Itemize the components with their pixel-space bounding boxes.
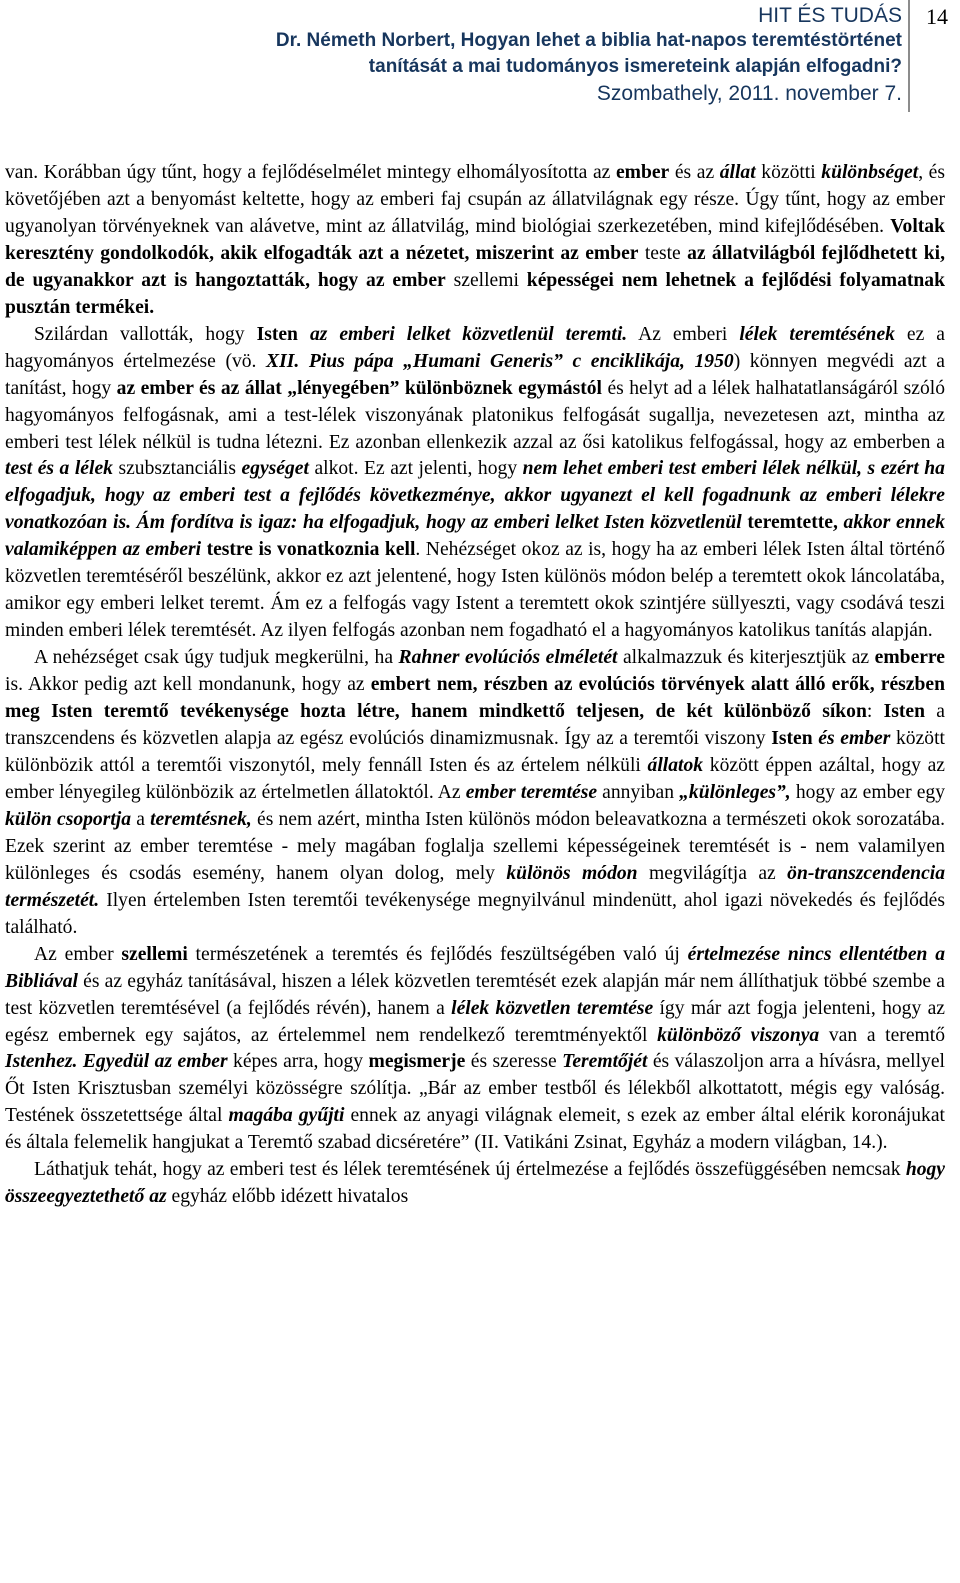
text-run: Az ember — [34, 943, 122, 965]
text-run: hogy az ember egy — [790, 781, 946, 803]
text-run: Rahner evolúciós elméletét — [398, 647, 618, 669]
text-run: külön csoportja — [5, 808, 132, 830]
text-run: ön-transzcendencia természetét. — [5, 862, 946, 911]
text-run — [298, 324, 310, 345]
text-run: különös módon — [506, 862, 638, 884]
text-run: értelmezése nincs ellentétben a Bibliával — [5, 943, 946, 992]
text-run: szellemi — [121, 943, 188, 965]
text-run: lélek közvetlen teremtése — [451, 997, 654, 1019]
text-run: Teremtőjét — [562, 1051, 648, 1073]
text-run: az állatvilágból fejlődhetett ki, de ugyanakkor azt is hangoztatták, hogy az ember — [5, 242, 945, 291]
text-run: test és a lélek — [5, 458, 113, 480]
text-run: van. Korábban úgy tűnt, hogy a fejlődéselmélet mintegy elhomályosította az — [5, 162, 616, 183]
text-run: ennek az anyagi világnak elemeit, s ezek az ember által elérik koronájukat és általa felemelik hangjukat a Teremtő szabad dicséretére” (II. Vatikáni Zsinat, Egyház a modern világban, 14.). — [5, 1105, 945, 1154]
text-run: megvilágítja az — [637, 862, 788, 884]
text-run: a — [131, 808, 151, 830]
text-run: a transzcendens és közvetlen alapja az egész evolúciós dinamizmusnak. Így az a teremtői viszony — [5, 701, 946, 750]
text-run: között különbözik attól a teremtői viszonytól, mely fennáll Isten és az értelem nélküli — [5, 728, 945, 776]
running-header — [0, 0, 960, 118]
text-run: szubsztanciális — [112, 458, 242, 480]
text-run: teremtésnek, — [150, 808, 252, 830]
text-run: Istenhez. Egyedül az ember — [5, 1051, 228, 1073]
text-run: az ember és az állat „lényegében” különböznek egymástól — [116, 377, 602, 399]
place-date: Szombathely, 2011. november 7. — [596, 82, 902, 105]
text-run: Isten — [771, 728, 813, 750]
text-run: Voltak keresztény gondolkodók, akik elfogadták azt a nézetet, miszerint az ember — [5, 215, 945, 264]
text-run: ez a hagyományos értelmezése (vö. — [5, 323, 945, 372]
text-run: Ilyen értelemben Isten teremtői tevékenysége megnyilvánul mindenütt, ahol igazi növekedés és fejlődés található. — [5, 889, 945, 938]
text-run: és válaszoljon arra a hívásra, mellyel Őt Isten Krisztusban személyi közösségre szólítja. „Bár az ember testből és lélekből alkottatott, mégis egy valóság. Testének összetettsége által — [5, 1051, 945, 1127]
text-run: annyiban — [597, 781, 680, 803]
text-run: is. Akkor pedig azt kell mondanunk, hogy az — [5, 674, 371, 696]
text-run: . Nehézséget okoz az is, hogy ha az emberi lélek Isten által történő közvetlen teremtéséről beszélünk, akkor ez azt jelentené, hogy Isten különös módon belép a teremtett okok láncolatába, amikor egy emberi lelket teremt. Ám ez a felfogás vagy Istent a teremtett okok szintjére süllyeszti, vagy csodává teszi minden emberi lélek teremtését. Az ilyen felfogás azonban nem fogadható el a hagyományos katolikus tanítás alapján. — [5, 539, 945, 642]
text-run: az emberi lelket közvetlenül teremti. — [309, 323, 628, 345]
text-run: és az egyház tanításával, hiszen a lélek közvetlen teremtését ezek alapján már nem állíthatjuk többé szembe a test közvetlen teremtésével (a fejlődés révén), hanem a — [5, 970, 945, 1019]
text-run: és ember — [818, 728, 891, 750]
text-run: „különleges”, — [679, 781, 791, 803]
text-run: Isten — [256, 323, 298, 345]
paragraph — [5, 322, 945, 645]
text-run: teremtette, — [747, 512, 844, 534]
text-run: Az emberi — [627, 323, 740, 345]
text-run: testre is vonatkoznia kell — [206, 539, 416, 561]
header-divider — [908, 0, 910, 112]
text-run: alkot. Ez azt jelenti, hogy — [308, 458, 523, 480]
text-run: hogy összeegyeztethető az — [5, 1159, 945, 1208]
text-run: képes arra, hogy — [227, 1051, 369, 1073]
text-run: állatok — [647, 754, 704, 776]
text-run: természetének a teremtés és fejlődés feszültségében való új — [187, 943, 688, 965]
text-run: közötti — [755, 162, 822, 183]
paragraph — [5, 645, 945, 941]
text-run: különbséget — [821, 162, 919, 183]
text-run: , és követőjében azt a benyomást keltette, hogy az emberi faj csupán az állatvilágnak egy része. Úgy tűnt, hogy az ember ugyanolyan törvényeknek van alávetve, mint az állatvilág, mind biológiai szerkezetében, mind kifejlődésében. — [5, 162, 946, 237]
text-run: egységet — [241, 458, 309, 480]
text-run: nem lehet emberi test emberi lélek nélkül, s ezért ha elfogadjuk, hogy az emberi test a fejlődés következménye, akkor ugyanezt el kell fogadnunk az emberi lélekre vonatkozóan is. Ám fordítva is igaz: ha elfogadjuk, hogy az emberi lelket Isten közvetlenül — [5, 458, 945, 534]
author-title: Dr. Németh Norbert, Hogyan lehet a biblia hat-napos teremtéstörténet — [275, 30, 902, 51]
title-continuation: tanítását a mai tudományos ismereteink alapján elfogadni? — [368, 56, 902, 77]
text-run: között éppen azáltal, hogy az ember lényegileg különbözik az értelmetlen állatoktól. Az — [5, 754, 945, 803]
text-run: ) könnyen megvédi azt a tanítást, hogy — [5, 350, 945, 399]
text-run: teste — [638, 242, 688, 264]
text-run: alkalmazzuk és kiterjesztjük az — [617, 647, 875, 669]
body-text — [5, 160, 945, 1211]
text-run: Szilárdan vallották, hogy — [34, 323, 257, 345]
text-run: emberre — [874, 647, 945, 669]
text-run: ember — [615, 162, 670, 183]
text-run: és az — [669, 162, 720, 183]
text-run: és szeresse — [465, 1051, 563, 1073]
text-run: van a teremtő — [819, 1024, 946, 1046]
text-run: ember teremtése — [465, 781, 598, 803]
text-run: magába gyűjti — [228, 1105, 345, 1127]
text-run: : — [866, 701, 884, 723]
paragraph — [5, 160, 945, 322]
text-run: Láthatjuk tehát, hogy az emberi test és lélek teremtésének új értelmezése a fejlődés összefüggésében nemcsak — [34, 1159, 906, 1181]
text-run: képességei nem lehetnek a fejlődési folyamatnak pusztán termékei. — [5, 269, 945, 318]
paragraph — [5, 942, 945, 1158]
journal-name: HIT ÉS TUDÁS — [758, 4, 902, 27]
text-run: akkor ennek valamiképpen az emberi — [5, 512, 945, 561]
text-run: különböző viszonya — [657, 1024, 820, 1046]
page-number: 14 — [926, 4, 948, 29]
text-run: A nehézséget csak úgy tudjuk megkerülni, ha — [34, 647, 399, 669]
text-run: Isten — [883, 701, 926, 723]
text-run: megismerje — [368, 1051, 466, 1073]
text-run: és helyt ad a lélek halhatatlanságáról szóló hagyományos felfogásnak, ami a test-lélek viszonyának platonikus felfogását sugallja, nevezetesen azt, mintha az emberi test lélek nélkül is tudna létezni. Ez azonban ellenkezik azzal az ősi katolikus felfogással, hogy az emberben a — [5, 377, 945, 453]
text-run: embert nem, részben az evolúciós törvények alatt álló erők, részben meg Isten teremtő tevékenysége hozta létre, hanem mindkettő teljesen, de két különböző síkon — [5, 674, 945, 723]
text-run: XII. Pius pápa „Humani Generis” c enciklikája, 1950 — [266, 350, 734, 372]
paragraph — [5, 1157, 945, 1211]
text-run: egyház előbb idézett hivatalos — [166, 1186, 409, 1208]
text-run: és nem azért, mintha Isten különös módon beleavatkozna a természeti okok sorozatába. Ezek szerint az ember teremtése - mely magában foglalja szellemi képességeinek teremtését is - nem valamilyen különleges és csodás esemény, hanem olyan dolog, mely — [5, 808, 945, 884]
text-run: lélek teremtésének — [739, 323, 895, 345]
text-run: így már azt fogja jelenteni, hogy az egész embernek egy sajátos, az értelemmel nem rendelkező teremtményektől — [5, 997, 945, 1046]
text-run: állat — [719, 162, 756, 183]
text-run: szellemi — [445, 269, 527, 291]
